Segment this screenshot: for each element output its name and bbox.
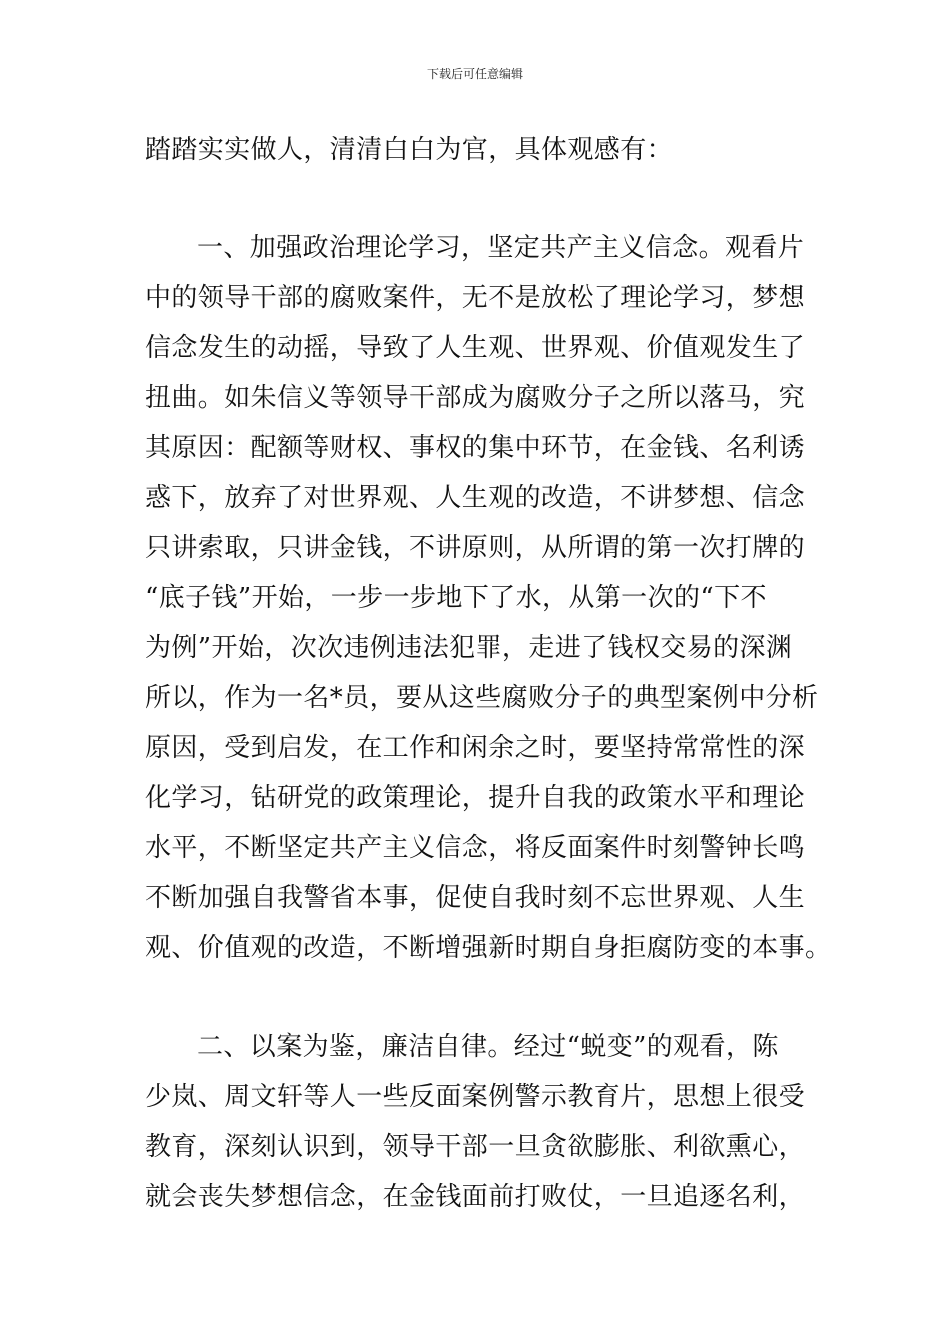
paragraph-1-first-line: 一、加强政治理论学习，坚定共产主义信念。观看片 xyxy=(197,233,805,263)
text-line: 就会丧失梦想信念，在金钱面前打败仗，一旦追逐名利， xyxy=(145,1182,806,1212)
paragraph-2-first-line: 二、以案为鉴，廉洁自律。经过“蜕变”的观看，陈 xyxy=(197,1032,779,1062)
text-line: 踏踏实实做人，清清白白为官，具体观感有： xyxy=(145,135,674,165)
text-line: 不断加强自我警省本事，促使自我时刻不忘世界观、人生 xyxy=(145,883,806,913)
text-line: 原因，受到启发，在工作和闲余之时，要坚持常常性的深 xyxy=(145,733,806,763)
text-line: 其原因：配额等财权、事权的集中环节，在金钱、名利诱 xyxy=(145,433,806,463)
text-line: 惑下，放弃了对世界观、人生观的改造，不讲梦想、信念 xyxy=(145,483,806,513)
text-line: 少岚、周文轩等人一些反面案例警示教育片，思想上很受 xyxy=(145,1082,806,1112)
text-line: “底子钱”开始，一步一步地下了水，从第一次的“下不 xyxy=(145,583,767,613)
text-line: 所以，作为一名*员，要从这些腐败分子的典型案例中分析 xyxy=(145,683,819,713)
text-line: 中的领导干部的腐败案件，无不是放松了理论学习，梦想 xyxy=(145,283,806,313)
download-note: 下载后可任意编辑 xyxy=(426,67,523,81)
text-line: 信念发生的动摇，导致了人生观、世界观、价值观发生了 xyxy=(145,333,806,363)
text-line: 教育，深刻认识到，领导干部一旦贪欲膨胀、利欲熏心， xyxy=(145,1132,806,1162)
text-line: 扭曲。如朱信义等领导干部成为腐败分子之所以落马，究 xyxy=(145,383,806,413)
text-line: 化学习，钻研党的政策理论，提升自我的政策水平和理论 xyxy=(145,783,806,813)
text-line: 只讲索取，只讲金钱，不讲原则，从所谓的第一次打牌的 xyxy=(145,533,806,563)
text-line: 为例”开始，次次违例违法犯罪，走进了钱权交易的深渊 xyxy=(145,633,793,663)
text-line: 水平，不断坚定共产主义信念，将反面案件时刻警钟长鸣 xyxy=(145,833,806,863)
text-line: 观、价值观的改造，不断增强新时期自身拒腐防变的本事。 xyxy=(145,933,832,963)
